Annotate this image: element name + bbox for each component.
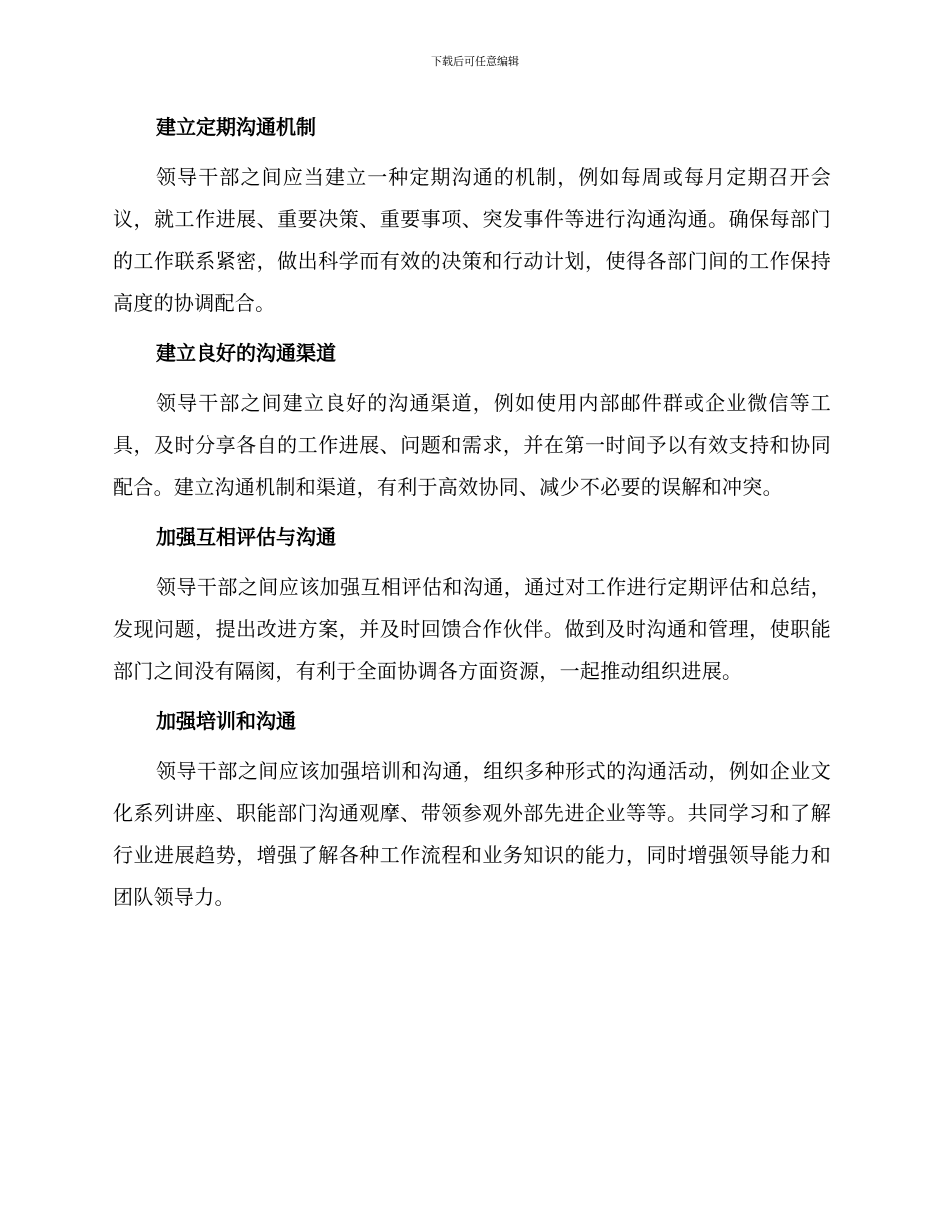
section-heading-mutual-evaluation: 加强互相评估与沟通 bbox=[156, 525, 336, 549]
page-header: 下载后可任意编辑 bbox=[431, 55, 519, 68]
section-heading-communication-channels: 建立良好的沟通渠道 bbox=[156, 341, 336, 365]
section-body-regular-communication: 领导干部之间应当建立一种定期沟通的机制，例如每周或每月定期召开会议，就工作进展、重要决策、重要事项、突发事件等进行沟通沟通。确保每部门的工作联系紧密，做出科学而有效的决策和行动计划，使得各部门间的工作保持高度的协调配合。 bbox=[113, 165, 831, 315]
document-content bbox=[113, 110, 831, 930]
section-body-training-communication: 领导干部之间应该加强培训和沟通，组织多种形式的沟通活动，例如企业文化系列讲座、职能部门沟通观摩、带领参观外部先进企业等等。共同学习和了解行业进展趋势，增强了解各种工作流程和业务知识的能力，同时增强领导能力和团队领导力。 bbox=[113, 759, 831, 909]
section-heading-regular-communication: 建立定期沟通机制 bbox=[156, 115, 316, 139]
section-body-mutual-evaluation: 领导干部之间应该加强互相评估和沟通，通过对工作进行定期评估和总结，发现问题，提出改进方案，并及时回馈合作伙伴。做到及时沟通和管理，使职能部门之间没有隔阂，有利于全面协调各方面资源，一起推动组织进展。 bbox=[113, 575, 831, 683]
section-heading-training-communication: 加强培训和沟通 bbox=[156, 709, 296, 733]
section-body-communication-channels: 领导干部之间建立良好的沟通渠道，例如使用内部邮件群或企业微信等工具，及时分享各自的工作进展、问题和需求，并在第一时间予以有效支持和协同配合。建立沟通机制和渠道，有利于高效协同、减少不必要的误解和冲突。 bbox=[113, 391, 831, 499]
